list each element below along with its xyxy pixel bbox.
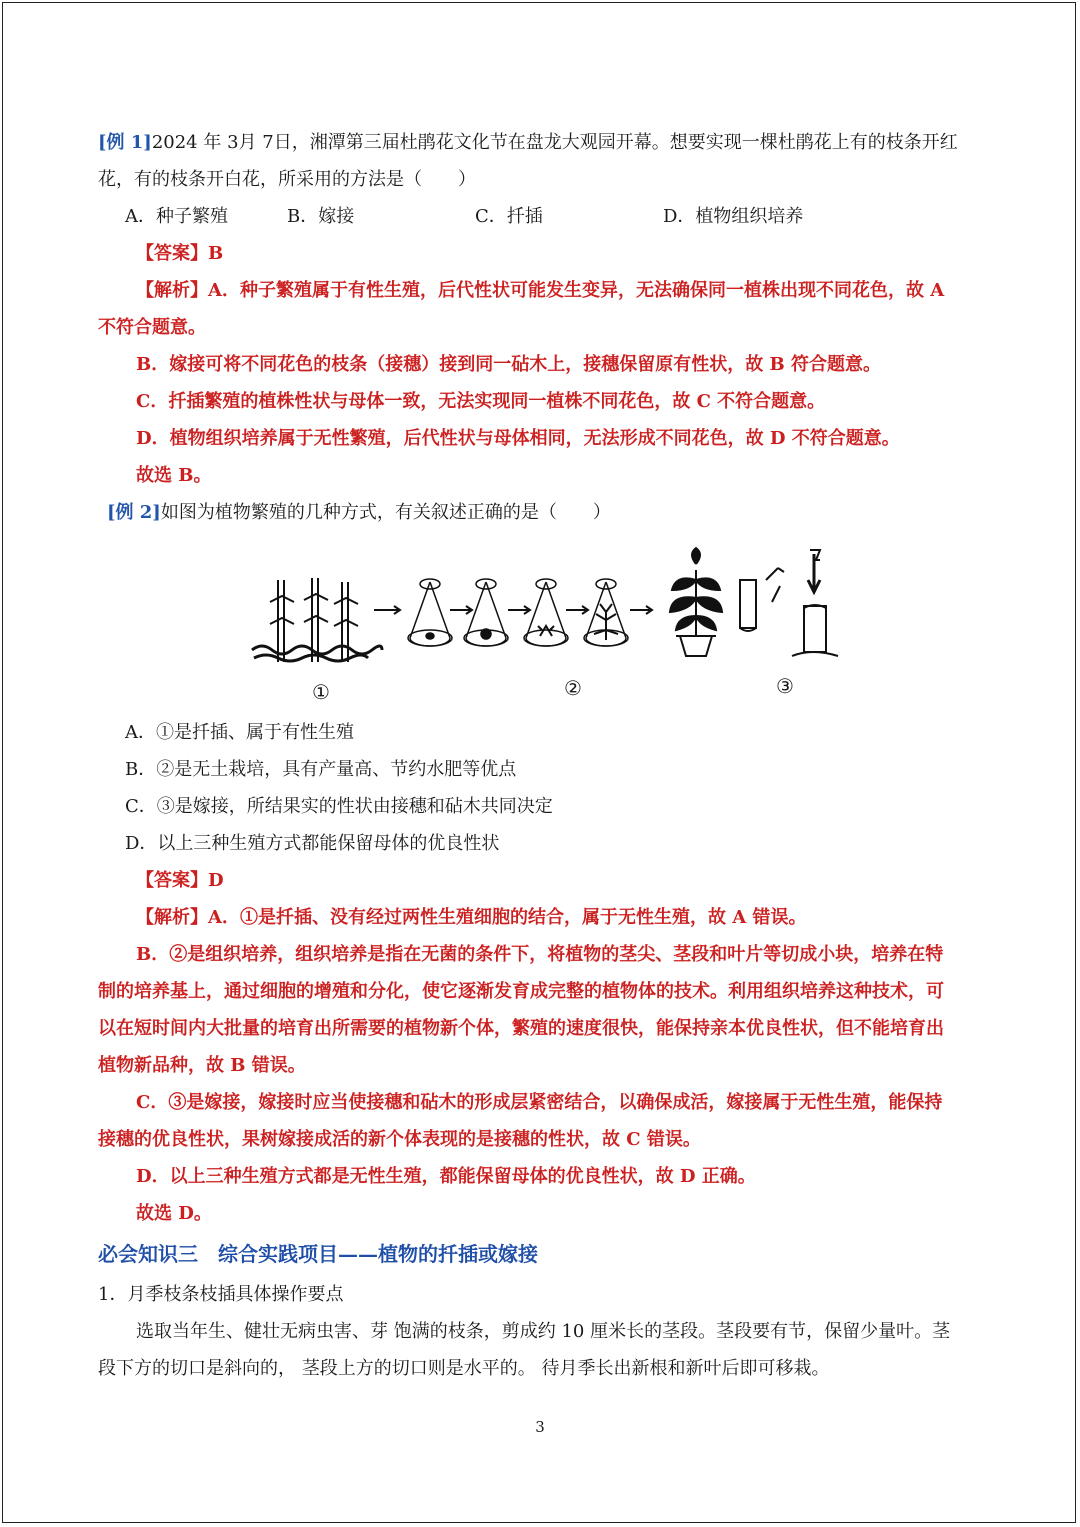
- ex2-option-b: B．②是无土栽培，具有产量高、节约水肥等优点: [125, 759, 517, 780]
- ex2-analysis-6: C．③是嫁接，嫁接时应当使接穗和砧木的形成层紧密结合，以确保成活，嫁接属于无性生殖，能保持: [136, 1092, 943, 1113]
- ex2-analysis-3: 制的培养基上，通过细胞的增殖和分化，使它逐渐发育成完整的植物体的技术。利用组织培养这种技术，可: [98, 981, 944, 1002]
- ex2-analysis-1: 【解析】A．①是扦插、没有经过两性生殖细胞的结合，属于无性生殖，故 A 错误。: [136, 907, 807, 928]
- ex1-analysis-2: 不符合题意。: [98, 317, 206, 338]
- ex2-answer: 【答案】D: [136, 870, 224, 891]
- ex1-analysis-1: 【解析】A．种子繁殖属于有性生殖，后代性状可能发生变异，无法确保同一植株出现不同花色，故 A: [136, 280, 945, 301]
- ex1-stem-line2: 花，有的枝条开白花，所采用的方法是（ ）: [98, 169, 476, 190]
- page-number: 3: [535, 1418, 545, 1436]
- ex1-analysis-4: C．扦插繁殖的植株性状与母体一致，无法实现同一植株不同花色，故 C 不符合题意。: [136, 391, 826, 412]
- ex1-option-d: D．植物组织培养: [663, 206, 804, 227]
- grafting-illustration: [740, 550, 838, 656]
- section-heading: 必会知识三 综合实践项目——植物的扦插或嫁接: [98, 1242, 538, 1266]
- ex2-analysis-9: 故选 D。: [136, 1203, 212, 1224]
- ex1-answer: 【答案】B: [136, 243, 224, 264]
- cutting-illustration: [252, 578, 382, 662]
- ex1-analysis-6: 故选 B。: [136, 465, 212, 486]
- propagation-diagram: [240, 540, 860, 710]
- figure-label-2: ②: [564, 676, 582, 700]
- ex2-option-a: A．①是扦插、属于有性生殖: [125, 722, 354, 743]
- ex2-analysis-4: 以在短时间内大批量的培育出所需要的植物新个体，繁殖的速度很快，能保持亲本优良性状，但不能培育出: [98, 1018, 944, 1039]
- ex2-analysis-8: D．以上三种生殖方式都是无性生殖，都能保留母体的优良性状，故 D 正确。: [136, 1166, 756, 1187]
- ex1-analysis-3: B．嫁接可将不同花色的枝条（接穗）接到同一砧木上，接穗保留原有性状，故 B 符合题意。: [136, 354, 881, 375]
- ex2-tag: [例 2]: [107, 502, 161, 523]
- section-paragraph-line1: 选取当年生、健壮无病虫害、芽 饱满的枝条，剪成约 10 厘米长的茎段。茎段要有节，保留少量叶。茎: [136, 1321, 951, 1342]
- section-paragraph-line2: 段下方的切口是斜向的， 茎段上方的切口则是水平的。 待月季长出新根和新叶后即可移栽。: [98, 1358, 830, 1379]
- ex1-option-b: B．嫁接: [287, 206, 355, 227]
- ex2-analysis-5: 植物新品种，故 B 错误。: [98, 1055, 306, 1076]
- ex2-analysis-2: B．②是组织培养，组织培养是指在无菌的条件下，将植物的茎尖、茎段和叶片等切成小块，培养在特: [136, 944, 944, 965]
- ex1-analysis-5: D．植物组织培养属于无性繁殖，后代性状与母体相同，无法形成不同花色，故 D 不符合题意。: [136, 428, 900, 449]
- figure-label-1: ①: [312, 680, 330, 704]
- ex1-stem-line1: [例 1]2024 年 3月 7日，湘潭第三届杜鹃花文化节在盘龙大观园开幕。想要实现一棵杜鹃花上有的枝条开红: [98, 132, 958, 153]
- ex1-option-c: C．扦插: [475, 206, 543, 227]
- ex2-stem: [例 2]如图为植物繁殖的几种方式，有关叙述正确的是（ ）: [107, 502, 611, 523]
- section-item1-title: 1．月季枝条枝插具体操作要点: [98, 1284, 344, 1305]
- ex2-option-d: D．以上三种生殖方式都能保留母体的优良性状: [125, 833, 500, 854]
- tissue-culture-illustration: [374, 579, 652, 646]
- potted-plant-illustration: [670, 548, 722, 656]
- ex2-option-c: C．③是嫁接，所结果实的性状由接穗和砧木共同决定: [125, 796, 553, 817]
- ex1-option-a: A．种子繁殖: [125, 206, 228, 227]
- ex2-analysis-7: 接穗的优良性状，果树嫁接成活的新个体表现的是接穗的性状，故 C 错误。: [98, 1129, 701, 1150]
- figure-label-3: ③: [776, 674, 794, 698]
- propagation-figure: [240, 540, 860, 710]
- ex1-tag: [例 1]: [98, 132, 152, 153]
